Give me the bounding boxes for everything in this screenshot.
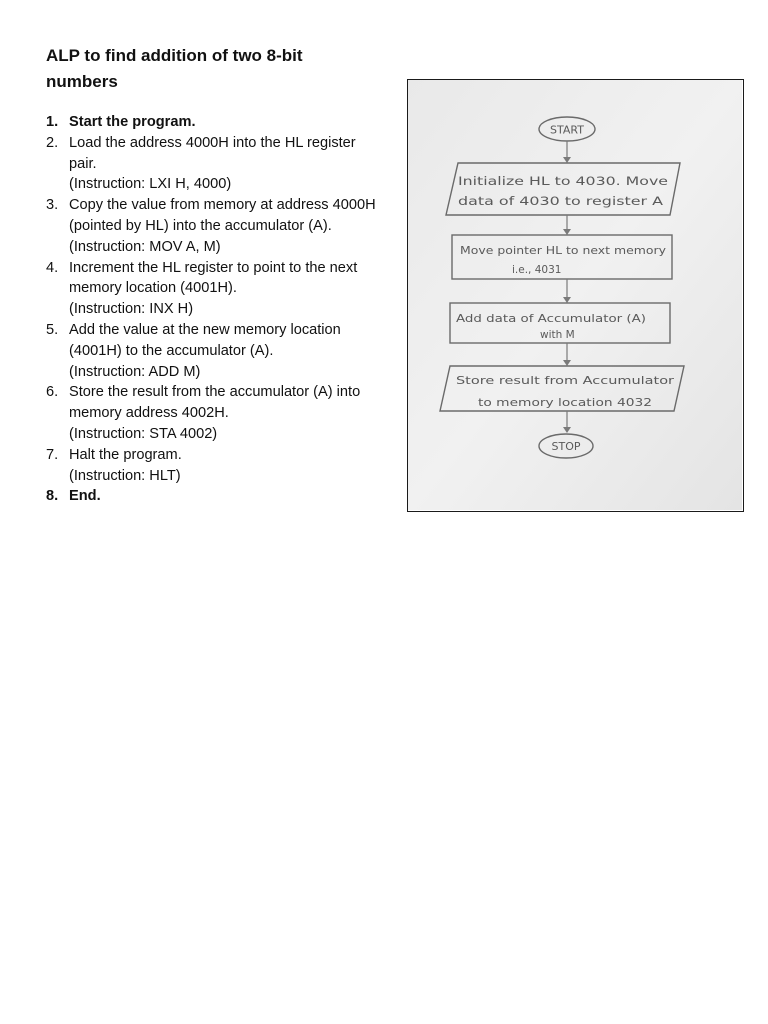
step-number: 3. [46, 197, 59, 214]
box4-line2: to memory location 4032 [478, 397, 652, 409]
step-text: Store the result from the accumulator (A) into memory address 4002H. [69, 384, 361, 422]
box3-line2: with M [540, 329, 575, 341]
step-6 [46, 382, 376, 444]
box4-line1: Store result from Accumulator [456, 375, 675, 387]
step-2 [46, 133, 376, 195]
step-4 [46, 258, 376, 320]
step-instruction: (Instruction: LXI H, 4000) [69, 176, 232, 193]
step-text: Increment the HL register to point to the next memory location (4001H). [69, 259, 358, 297]
step-number: 4. [46, 259, 59, 276]
step-instruction: (Instruction: ADD M) [69, 363, 201, 380]
step-instruction: (Instruction: INX H) [69, 301, 194, 318]
flowchart-drawing [408, 80, 742, 510]
step-instruction: (Instruction: HLT) [69, 467, 181, 484]
step-8 [46, 486, 376, 507]
step-3 [46, 195, 376, 257]
step-instruction: (Instruction: STA 4002) [69, 425, 218, 442]
step-5 [46, 320, 376, 382]
page-title: ALP to find addition of two 8-bit numbers [46, 46, 303, 91]
box1-line2: data of 4030 to register A [458, 194, 664, 208]
flowchart-image [407, 79, 744, 512]
step-number: 7. [46, 446, 59, 463]
stop-label: STOP [551, 440, 581, 453]
box1-line1: Initialize HL to 4030. Move [458, 174, 668, 188]
box2-line2: i.e., 4031 [512, 264, 562, 276]
step-number: 1. [46, 114, 59, 130]
box3-line1: Add data of Accumulator (A) [456, 313, 646, 325]
step-text: Add the value at the new memory location (4001H) to the accumulator (A). [69, 321, 341, 359]
step-1 [46, 112, 376, 133]
step-number: 6. [46, 384, 59, 401]
step-instruction: (Instruction: MOV A, M) [69, 238, 221, 255]
start-label: START [550, 123, 584, 137]
step-number: 5. [46, 321, 59, 338]
step-number: 8. [46, 488, 59, 505]
box2-line1: Move pointer HL to next memory [460, 245, 666, 257]
step-text: Halt the program. [69, 446, 182, 463]
step-text: Start the program. [69, 114, 196, 130]
step-text: Copy the value from memory at address 4000H (pointed by HL) into the accumulator (A). [69, 197, 376, 234]
step-text: End. [69, 488, 101, 505]
step-7 [46, 445, 376, 487]
step-number: 2. [46, 134, 59, 151]
step-text: Load the address 4000H into the HL register pair. [69, 134, 356, 172]
steps-list [46, 112, 376, 507]
